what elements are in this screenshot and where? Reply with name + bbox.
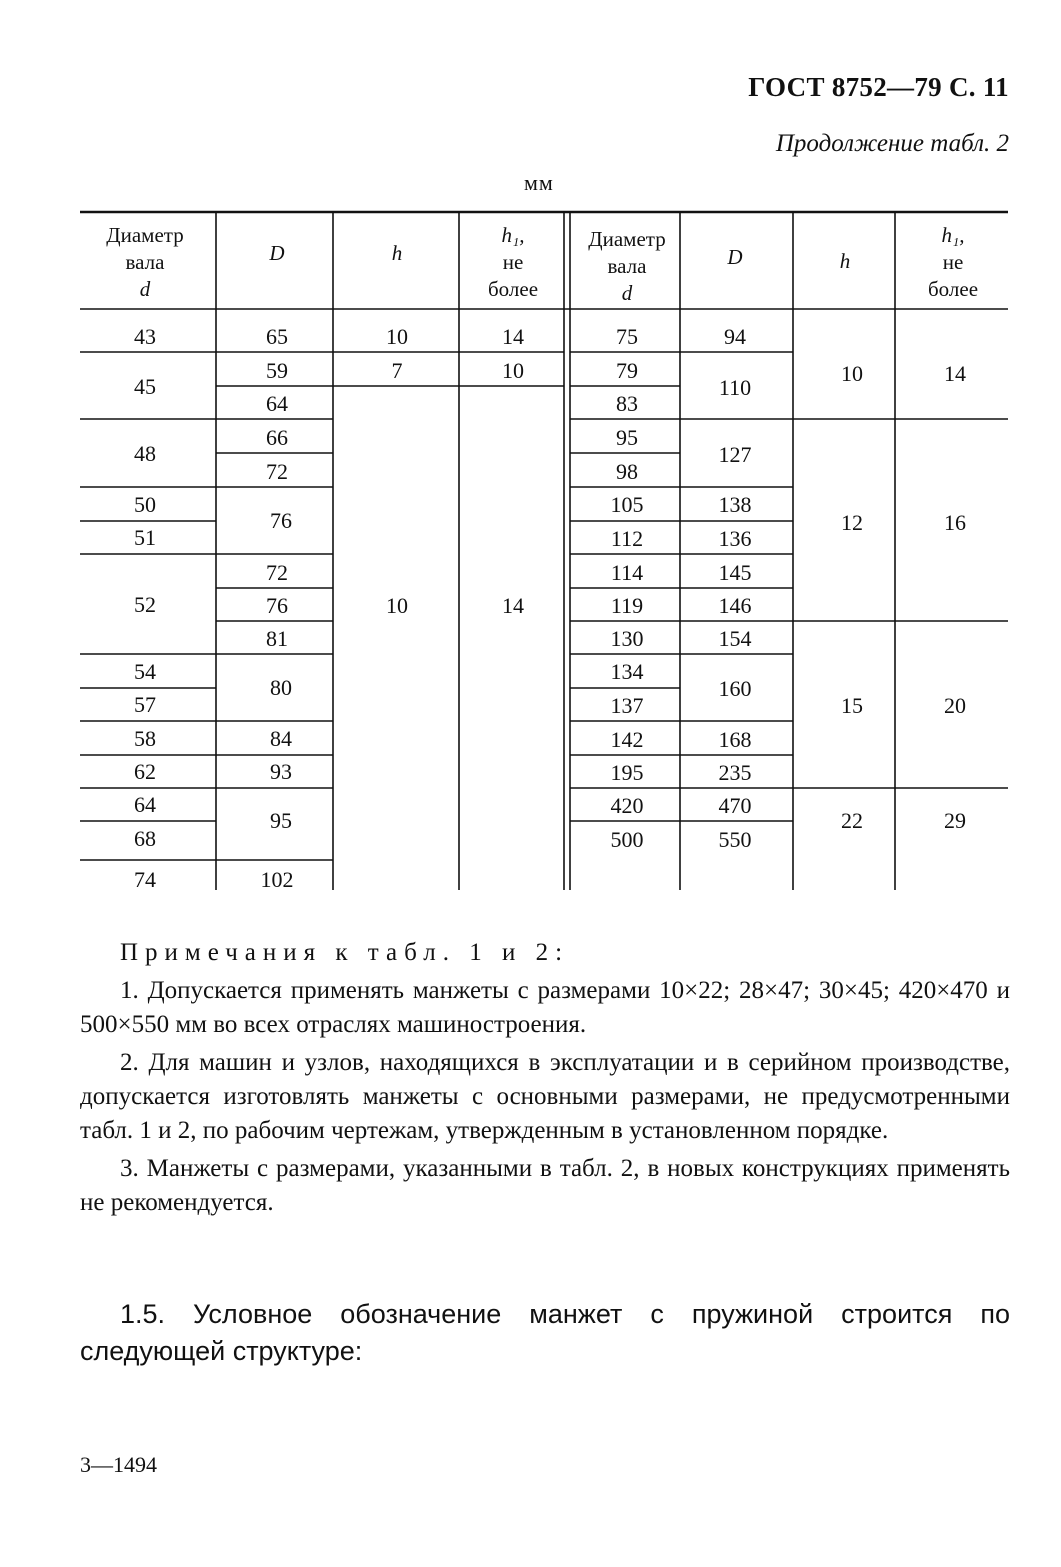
left-D-cell: 65 — [266, 324, 288, 349]
left-D-cell: 72 — [266, 459, 288, 484]
header-h1-left-l2: не — [502, 250, 524, 274]
table-continuation-label: Продолжение табл. 2 — [775, 130, 1009, 157]
left-D-cell: 93 — [270, 759, 292, 784]
right-d-cell: 500 — [610, 827, 644, 852]
right-d-cell: 134 — [610, 659, 644, 684]
header-diameter-right: Диаметр — [588, 227, 666, 251]
right-h1-cell: 14 — [944, 361, 966, 386]
right-D-cell: 146 — [718, 593, 752, 618]
notes-section — [80, 936, 1010, 1220]
left-D-cell: 66 — [266, 425, 288, 450]
header-h1-right: h₁, — [941, 223, 965, 247]
left-D-cell: 76 — [266, 593, 288, 618]
right-d-cell: 83 — [616, 391, 638, 416]
left-d-cell: 57 — [134, 692, 156, 717]
left-D-cell: 64 — [266, 391, 288, 416]
left-D-cell: 80 — [270, 675, 292, 700]
right-d-cell: 79 — [616, 358, 638, 383]
right-d-cell: 119 — [610, 593, 644, 618]
notes-title: Примечания к табл. 1 и 2: — [120, 939, 570, 966]
right-d-cell: 95 — [616, 425, 638, 450]
right-D-cell: 138 — [718, 492, 752, 517]
left-d-cell: 51 — [134, 525, 156, 550]
left-D-cell: 102 — [260, 867, 294, 892]
right-D-cell: 160 — [718, 676, 752, 701]
right-D-cell: 154 — [718, 626, 752, 651]
left-d-cell: 74 — [134, 867, 156, 892]
units-label: мм — [524, 170, 554, 195]
header-h1-right-l2: не — [942, 250, 964, 274]
right-D-cell: 168 — [718, 727, 752, 752]
right-h-cell: 12 — [841, 510, 863, 535]
clause-1-5 — [80, 1296, 1010, 1370]
header-h1-left-l3: более — [487, 277, 539, 301]
header-diameter-right-l2: вала — [607, 254, 647, 278]
left-h-cell: 10 — [386, 324, 408, 349]
left-d-cell: 58 — [134, 726, 156, 751]
left-h-cell: 7 — [391, 358, 403, 383]
right-D-cell: 235 — [718, 760, 752, 785]
right-d-cell: 75 — [616, 324, 638, 349]
right-d-cell: 98 — [616, 459, 638, 484]
left-h-cell: 10 — [386, 593, 408, 618]
left-D-cell: 72 — [266, 560, 288, 585]
right-h1-cell: 20 — [944, 693, 966, 718]
left-d-cell: 45 — [134, 374, 156, 399]
clause-text: 1.5. Условное обозначение манжет с пружиной строится по следующей структуре: — [80, 1299, 1010, 1366]
header-h-left: h — [391, 241, 403, 265]
page-footer-code: 3—1494 — [80, 1452, 157, 1477]
left-h1-cell: 14 — [502, 593, 524, 618]
right-d-cell: 195 — [610, 760, 644, 785]
header-h1-left: h₁, — [501, 223, 525, 247]
right-h-cell: 15 — [841, 693, 863, 718]
right-D-cell: 94 — [724, 324, 746, 349]
left-h1-cell: 14 — [502, 324, 524, 349]
note-item: 1. Допускается применять манжеты с размерами 10×22; 28×47; 30×45; 420×470 и 500×550 мм во всех отраслях машиностроения. — [80, 977, 1010, 1038]
left-D-cell: 59 — [266, 358, 288, 383]
left-D-cell: 76 — [270, 508, 292, 533]
right-D-cell: 136 — [718, 526, 752, 551]
header-h-right: h — [839, 249, 851, 273]
right-h-cell: 22 — [841, 808, 863, 833]
left-d-cell: 48 — [134, 441, 156, 466]
right-d-cell: 130 — [610, 626, 644, 651]
right-d-cell: 137 — [610, 693, 644, 718]
right-D-cell: 127 — [718, 442, 752, 467]
right-h1-cell: 16 — [944, 510, 966, 535]
right-D-cell: 145 — [718, 560, 752, 585]
left-h1-cell: 10 — [502, 358, 524, 383]
left-d-cell: 50 — [134, 492, 156, 517]
header-h1-right-l3: более — [927, 277, 979, 301]
header-diameter-right-l3: d — [621, 281, 633, 305]
right-h1-cell: 29 — [944, 808, 966, 833]
right-d-cell: 142 — [610, 727, 644, 752]
right-D-cell: 110 — [718, 375, 752, 400]
header-diameter-left: Диаметр — [106, 223, 184, 247]
header-diameter-left-l2: вала — [125, 250, 165, 274]
left-D-cell: 84 — [270, 726, 292, 751]
right-h-cell: 10 — [841, 361, 863, 386]
page-header: ГОСТ 8752—79 С. 11 — [748, 72, 1009, 102]
left-d-cell: 68 — [134, 826, 156, 851]
right-D-cell: 470 — [718, 793, 752, 818]
left-D-cell: 81 — [266, 626, 288, 651]
note-item: 3. Манжеты с размерами, указанными в табл. 2, в новых конструкциях применять не рекомендуется. — [80, 1155, 1010, 1216]
left-d-cell: 64 — [134, 792, 156, 817]
note-item: 2. Для машин и узлов, находящихся в эксплуатации и в серийном производстве, допускается изготовлять манжеты с основными размерами, не предусмотренными табл. 1 и 2, по рабочим чертежам, утвержденным в установленном порядке. — [80, 1049, 1010, 1144]
right-d-cell: 114 — [610, 560, 644, 585]
right-d-cell: 112 — [610, 526, 644, 551]
left-d-cell: 43 — [134, 324, 156, 349]
header-diameter-left-l3: d — [139, 277, 151, 301]
left-d-cell: 62 — [134, 759, 156, 784]
left-d-cell: 54 — [134, 659, 156, 684]
right-d-cell: 420 — [610, 793, 644, 818]
header-D-right: D — [727, 245, 743, 269]
right-D-cell: 550 — [718, 827, 752, 852]
right-d-cell: 105 — [610, 492, 644, 517]
left-D-cell: 95 — [270, 808, 292, 833]
header-D-left: D — [269, 241, 285, 265]
left-d-cell: 52 — [134, 592, 156, 617]
